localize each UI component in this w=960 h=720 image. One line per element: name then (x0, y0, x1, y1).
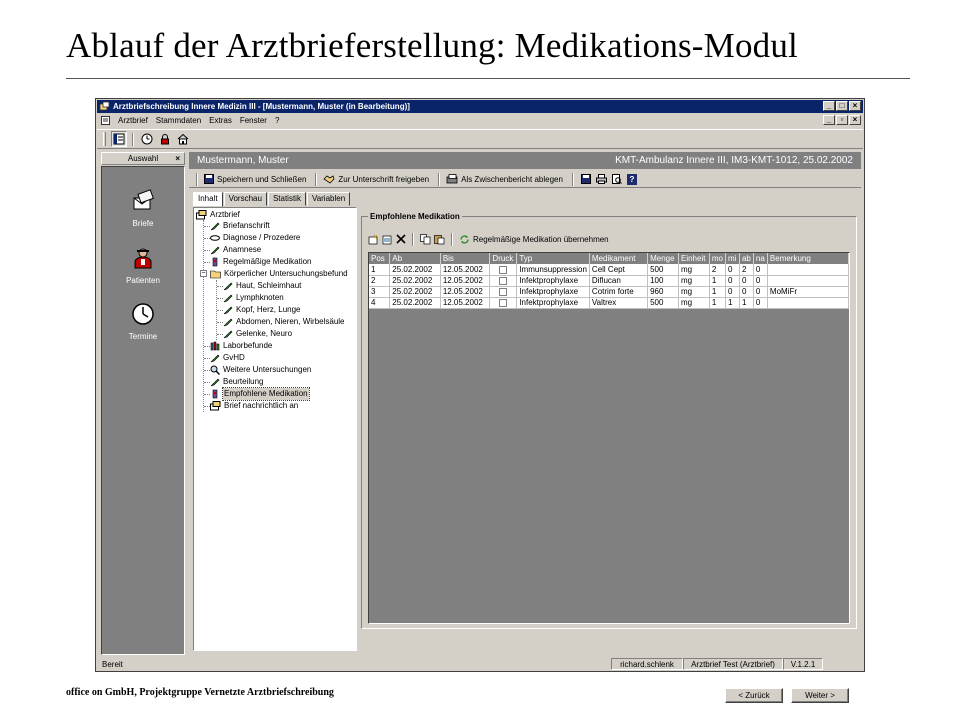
tree-item[interactable] (210, 232, 300, 244)
table-cell[interactable] (767, 275, 848, 286)
column-header-typ[interactable]: Typ (517, 253, 590, 264)
table-cell[interactable]: 1 (709, 275, 725, 286)
sidebar-item-patienten[interactable] (102, 246, 184, 285)
tree-item[interactable] (210, 400, 298, 412)
table-cell[interactable]: 0 (739, 275, 753, 286)
sidebar-label-termine: Termine (128, 332, 158, 341)
table-cell[interactable]: 100 (648, 275, 679, 286)
paste-icon[interactable] (434, 234, 445, 245)
tree-item-label: GvHD (223, 353, 245, 362)
tree-item-label: Regelmäßige Medikation (223, 257, 312, 266)
medication-toolbar (368, 231, 609, 247)
pen-icon (223, 329, 233, 339)
print-checkbox[interactable] (499, 266, 507, 274)
tree-root-label: Arztbrief (210, 210, 240, 219)
mdi-minimize-button[interactable]: _ (823, 115, 835, 125)
quick-actions (577, 172, 641, 187)
tree-item-label: Empfohlene Medikation (224, 389, 308, 398)
menu-help[interactable]: ? (274, 116, 280, 125)
table-cell[interactable]: 500 (648, 264, 679, 275)
sidebar-item-termine[interactable] (102, 302, 184, 341)
table-cell[interactable]: mg (678, 286, 709, 297)
refresh-icon (459, 234, 470, 245)
tree-item[interactable] (210, 352, 245, 364)
tree-item-label: Brief nachrichtlich an (224, 401, 299, 410)
tree-item[interactable] (223, 280, 301, 292)
pen-icon (210, 245, 220, 255)
print-icon[interactable] (596, 174, 607, 184)
tab-variablen[interactable]: Variablen (307, 192, 350, 206)
sidebar-label-briefe: Briefe (132, 219, 154, 228)
app-icon (100, 102, 109, 111)
lab-icon (210, 341, 220, 351)
tree-item-label: Gelenke, Neuro (236, 329, 293, 338)
pen-icon (223, 305, 233, 315)
tree-item-label: Diagnose / Prozedere (223, 233, 301, 242)
tree-item-label: Haut, Schleimhaut (236, 281, 302, 290)
group-title: Empfohlene Medikation (370, 212, 460, 221)
tree-collapse-icon[interactable]: − (201, 270, 206, 277)
table-row[interactable] (369, 264, 849, 275)
column-header-bis[interactable]: Bis (440, 253, 490, 264)
toolbar-separator (572, 173, 574, 186)
table-cell[interactable]: 12.05.2002 (440, 264, 490, 275)
table-cell[interactable]: 4 (369, 297, 390, 308)
document-menu-icon[interactable] (101, 116, 110, 125)
table-cell[interactable]: 0 (739, 286, 753, 297)
maximize-button[interactable]: □ (836, 101, 848, 111)
table-cell[interactable]: Cotrim forte (589, 286, 647, 297)
table-cell[interactable]: 1 (725, 297, 739, 308)
table-cell[interactable]: 1 (369, 264, 390, 275)
slide-footer: office on GmbH, Projektgruppe Vernetzte Arztbriefschreibung (66, 687, 334, 698)
capsule-icon (210, 233, 220, 243)
print-checkbox[interactable] (499, 277, 507, 285)
selection-sidebar (101, 152, 185, 655)
column-header-druck[interactable]: Druck (490, 253, 517, 264)
tree-item[interactable] (210, 376, 263, 388)
medication-table (369, 253, 849, 309)
tree-item[interactable] (223, 328, 292, 340)
patient-header (189, 152, 861, 169)
save-close-label: Speichern und Schließen (217, 174, 307, 184)
copy-icon[interactable] (420, 234, 431, 245)
tab-vorschau[interactable]: Vorschau (224, 192, 267, 206)
table-cell[interactable]: Infektprophylaxe (517, 286, 590, 297)
tree-item[interactable] (223, 316, 345, 328)
toolbar-separator (451, 233, 453, 246)
table-cell[interactable]: 500 (648, 297, 679, 308)
table-cell[interactable]: 2 (369, 275, 390, 286)
print-checkbox[interactable] (499, 299, 507, 307)
window-titlebar[interactable] (97, 100, 863, 113)
list-icon[interactable] (111, 131, 127, 147)
tree-item-selected[interactable] (210, 388, 309, 400)
medicine-icon (210, 257, 220, 267)
table-cell[interactable]: mg (678, 275, 709, 286)
clock-icon (131, 302, 155, 326)
tree-guide (203, 220, 204, 412)
sign-release-button[interactable] (320, 172, 435, 187)
table-cell[interactable]: 1 (739, 297, 753, 308)
save-close-button[interactable] (201, 172, 312, 187)
tab-statistik[interactable]: Statistik (268, 192, 306, 206)
toolbar-separator (412, 233, 414, 246)
new-row-icon[interactable] (368, 234, 379, 245)
table-cell[interactable]: 0 (753, 275, 767, 286)
table-cell[interactable]: 12.05.2002 (440, 297, 490, 308)
menu-arztbrief[interactable]: Arztbrief (118, 116, 148, 125)
window-title: Arztbriefschreibung Innere Medizin III - [Mustermann, Muster (in Bearbeitung)] (113, 102, 410, 111)
mdi-restore-button[interactable]: ▫ (836, 115, 848, 125)
tree-item-label: Lymphknoten (236, 293, 284, 302)
slide-title: Ablauf der Arztbrieferstellung: Medikations-Modul (66, 26, 798, 65)
pen-icon (223, 317, 233, 327)
clock-icon[interactable] (139, 131, 155, 147)
table-cell[interactable] (767, 264, 848, 275)
table-cell[interactable]: 0 (753, 264, 767, 275)
help-icon[interactable]: ? (627, 174, 637, 185)
table-cell[interactable]: 0 (725, 264, 739, 275)
tree-item-label: Körperlicher Untersuchungsbefund (224, 269, 348, 278)
table-cell[interactable]: Cell Cept (589, 264, 647, 275)
tree-item[interactable] (210, 364, 311, 376)
status-bar (97, 657, 863, 671)
table-cell[interactable] (767, 297, 848, 308)
medication-grid (368, 252, 850, 624)
tree-item[interactable] (223, 292, 284, 304)
table-cell[interactable]: mg (678, 297, 709, 308)
column-header-bemerkung[interactable]: Bemerkung (767, 253, 848, 264)
patient-name: Mustermann, Muster (197, 155, 289, 166)
column-header-na[interactable]: na (753, 253, 767, 264)
tree-item[interactable] (210, 244, 261, 256)
table-cell[interactable]: 2 (709, 264, 725, 275)
archive-icon (446, 174, 458, 184)
table-cell[interactable]: 960 (648, 286, 679, 297)
tree-item[interactable] (210, 220, 270, 232)
pen-icon (223, 281, 233, 291)
view-tabs (193, 192, 350, 206)
toolbar-grip[interactable] (103, 132, 106, 146)
table-cell[interactable]: 25.02.2002 (390, 264, 441, 275)
title-divider (66, 78, 910, 79)
status-text: Bereit (102, 660, 123, 669)
insert-row-icon[interactable] (382, 234, 393, 245)
table-cell[interactable]: Immunsuppression (517, 264, 590, 275)
sidebar-header (101, 152, 185, 165)
close-button[interactable]: × (849, 101, 861, 111)
tree-item[interactable] (223, 304, 300, 316)
table-cell[interactable]: Infektprophylaxe (517, 275, 590, 286)
table-cell[interactable]: 0 (725, 286, 739, 297)
tree-item-label: Anamnese (223, 245, 262, 254)
table-cell[interactable]: 1 (709, 286, 725, 297)
print-checkbox-cell[interactable] (490, 286, 517, 297)
print-checkbox-cell[interactable] (490, 264, 517, 275)
print-checkbox[interactable] (499, 288, 507, 296)
table-cell[interactable]: 25.02.2002 (390, 297, 441, 308)
sidebar-title: Auswahl (127, 154, 159, 163)
table-cell[interactable]: 0 (753, 286, 767, 297)
column-header-pos[interactable]: Pos (369, 253, 390, 264)
table-cell[interactable]: 25.02.2002 (390, 286, 441, 297)
column-header-einheit[interactable]: Einheit (678, 253, 709, 264)
table-cell[interactable]: 0 (753, 297, 767, 308)
letters-icon (131, 189, 155, 213)
delete-icon[interactable] (396, 234, 406, 244)
letter-structure-tree (193, 207, 357, 651)
tree-item[interactable] (210, 340, 272, 352)
letter-icon (196, 210, 207, 220)
column-header-ab[interactable]: Ab (390, 253, 441, 264)
status-document: Arztbrief Test (Arztbrief) (683, 658, 783, 670)
lock-icon[interactable] (157, 131, 173, 147)
pen-icon (210, 353, 220, 363)
patient-icon (131, 246, 155, 270)
toolbar-separator (315, 173, 317, 186)
save-icon[interactable] (581, 174, 591, 184)
back-button[interactable]: < Zurück (725, 688, 783, 703)
table-cell[interactable]: 12.05.2002 (440, 286, 490, 297)
pen-icon (210, 377, 220, 387)
sidebar-label-patienten: Patienten (126, 276, 160, 285)
letter-icon (210, 401, 221, 411)
mdi-close-button[interactable]: × (849, 115, 861, 125)
table-cell[interactable]: Infektprophylaxe (517, 297, 590, 308)
menu-bar (97, 114, 863, 127)
tree-item[interactable] (210, 268, 348, 280)
medication-rows (369, 264, 849, 308)
tree-item-label: Kopf, Herz, Lunge (236, 305, 301, 314)
sign-release-label: Zur Unterschrift freigeben (338, 174, 430, 184)
table-cell[interactable]: Valtrex (589, 297, 647, 308)
sidebar-body (101, 166, 185, 655)
tree-item-label: Laborbefunde (223, 341, 273, 350)
table-row[interactable] (369, 275, 849, 286)
magnifier-icon (210, 365, 220, 375)
status-user: richard.schlenk (611, 658, 683, 670)
table-cell[interactable]: MoMiFr (767, 286, 848, 297)
menu-fenster[interactable]: Fenster (239, 116, 267, 125)
tree-item-label: Abdomen, Nieren, Wirbelsäule (236, 317, 345, 326)
menu-extras[interactable]: Extras (209, 116, 232, 125)
minimize-button[interactable]: _ (823, 101, 835, 111)
take-over-medication-label: Regelmäßige Medikation übernehmen (473, 234, 609, 244)
column-header-menge[interactable]: Menge (648, 253, 679, 264)
document-toolbar (189, 171, 861, 188)
print-checkbox-cell[interactable] (490, 297, 517, 308)
table-cell[interactable]: 1 (709, 297, 725, 308)
table-cell[interactable]: mg (678, 264, 709, 275)
handshake-icon (323, 174, 335, 184)
sidebar-close-icon[interactable]: × (175, 154, 180, 163)
table-cell[interactable]: 3 (369, 286, 390, 297)
sidebar-item-briefe[interactable] (102, 189, 184, 228)
table-header-row (369, 253, 849, 264)
print-checkbox-cell[interactable] (490, 275, 517, 286)
toolbar-separator (438, 173, 440, 186)
table-row[interactable] (369, 297, 849, 308)
tree-item[interactable] (210, 256, 312, 268)
main-toolbar (97, 129, 863, 149)
tab-inhalt[interactable]: Inhalt (193, 192, 223, 207)
wizard-nav (725, 688, 849, 703)
patient-info: KMT-Ambulanz Innere III, IM3-KMT-1012, 25.02.2002 (615, 155, 853, 166)
table-row[interactable] (369, 286, 849, 297)
tree-item-label: Briefanschrift (223, 221, 270, 230)
folder-icon (210, 269, 221, 279)
house-icon[interactable] (175, 131, 191, 147)
toolbar-separator (196, 173, 198, 186)
column-header-ab-evening[interactable]: ab (739, 253, 753, 264)
column-header-mi[interactable]: mi (725, 253, 739, 264)
table-cell[interactable]: 25.02.2002 (390, 275, 441, 286)
column-header-mo[interactable]: mo (709, 253, 725, 264)
table-cell[interactable]: 2 (739, 264, 753, 275)
medicine-icon (210, 389, 220, 399)
status-version: V.1.2.1 (783, 658, 823, 670)
table-cell[interactable]: 12.05.2002 (440, 275, 490, 286)
table-cell[interactable]: 0 (725, 275, 739, 286)
medication-group (361, 212, 857, 629)
floppy-icon (204, 174, 214, 184)
column-header-medikament[interactable]: Medikament (589, 253, 647, 264)
pen-icon (223, 293, 233, 303)
tree-item-label: Weitere Untersuchungen (223, 365, 312, 374)
take-over-medication-button[interactable] (459, 232, 609, 247)
tree-item-label: Beurteilung (223, 377, 264, 386)
interim-report-label: Als Zwischenbericht ablegen (461, 174, 563, 184)
print-preview-icon[interactable] (612, 174, 622, 184)
toolbar-separator (132, 133, 134, 146)
interim-report-button[interactable] (443, 172, 569, 187)
table-cell[interactable]: Diflucan (589, 275, 647, 286)
menu-stammdaten[interactable]: Stammdaten (155, 116, 202, 125)
pen-icon (210, 221, 220, 231)
next-button[interactable]: Weiter > (791, 688, 849, 703)
